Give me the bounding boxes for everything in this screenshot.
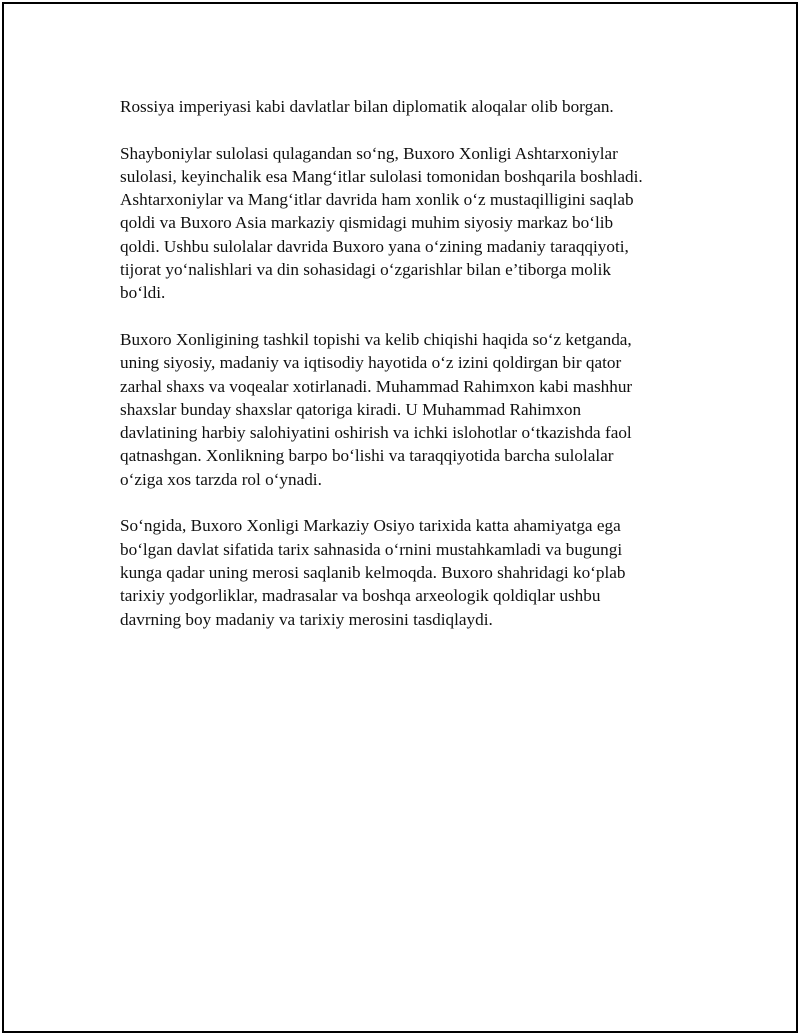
text-line: qatnashgan. Xonlikning barpo bo‘lishi va taraqqiyotida barcha sulolalar (120, 446, 614, 466)
text-line: Buxoro Xonligining tashkil topishi va kelib chiqishi haqida so‘z ketganda, (120, 329, 632, 349)
text-line: qoldi. Ushbu sulolalar davrida Buxoro yana o‘zining madaniy taraqqiyoti, (120, 236, 629, 256)
text-line: tarixiy yodgorliklar, madrasalar va boshqa arxeologik qoldiqlar ushbu (120, 586, 601, 606)
text-line: sulolasi, keyinchalik esa Mang‘itlar sulolasi tomonidan boshqarila boshladi. (120, 166, 643, 186)
text-line: bo‘ldi. (120, 283, 166, 303)
text-line: kunga qadar uning merosi saqlanib kelmoqda. Buxoro shahridagi ko‘plab (120, 562, 626, 582)
document-page (2, 2, 798, 1033)
text-line: Shayboniylar sulolasi qulagandan so‘ng, Buxoro Xonligi Ashtarxoniylar (120, 143, 618, 163)
paragraph-2 (120, 142, 700, 305)
paragraph-4 (120, 514, 700, 630)
text-line: bo‘lgan davlat sifatida tarix sahnasida o‘rnini mustahkamladi va bugungi (120, 539, 623, 559)
document-body (120, 95, 700, 654)
text-line: zarhal shaxs va voqealar xotirlanadi. Muhammad Rahimxon kabi mashhur (120, 376, 633, 396)
text-line: Ashtarxoniylar va Mang‘itlar davrida ham xonlik o‘z mustaqilligini saqlab (120, 190, 634, 210)
text-line: o‘ziga xos tarzda rol o‘ynadi. (120, 469, 322, 489)
text-line: Rossiya imperiyasi kabi davlatlar bilan diplomatik aloqalar olib borgan. (120, 97, 614, 116)
text-line: davlatining harbiy salohiyatini oshirish va ichki islohotlar o‘tkazishda faol (120, 423, 632, 443)
paragraph-1 (120, 95, 700, 118)
text-line: uning siyosiy, madaniy va iqtisodiy hayotida o‘z izini qoldirgan bir qator (120, 353, 622, 373)
text-line: tijorat yo‘nalishlari va din sohasidagi o‘zgarishlar bilan e’tiborga molik (120, 260, 612, 280)
text-line: davrning boy madaniy va tarixiy merosini tasdiqlaydi. (120, 609, 493, 629)
paragraph-3 (120, 328, 700, 491)
text-line: So‘ngida, Buxoro Xonligi Markaziy Osiyo tarixida katta ahamiyatga ega (120, 516, 621, 536)
text-line: shaxslar bunday shaxslar qatoriga kiradi. U Muhammad Rahimxon (120, 399, 582, 419)
text-line: qoldi va Buxoro Asia markaziy qismidagi muhim siyosiy markaz bo‘lib (120, 213, 614, 233)
